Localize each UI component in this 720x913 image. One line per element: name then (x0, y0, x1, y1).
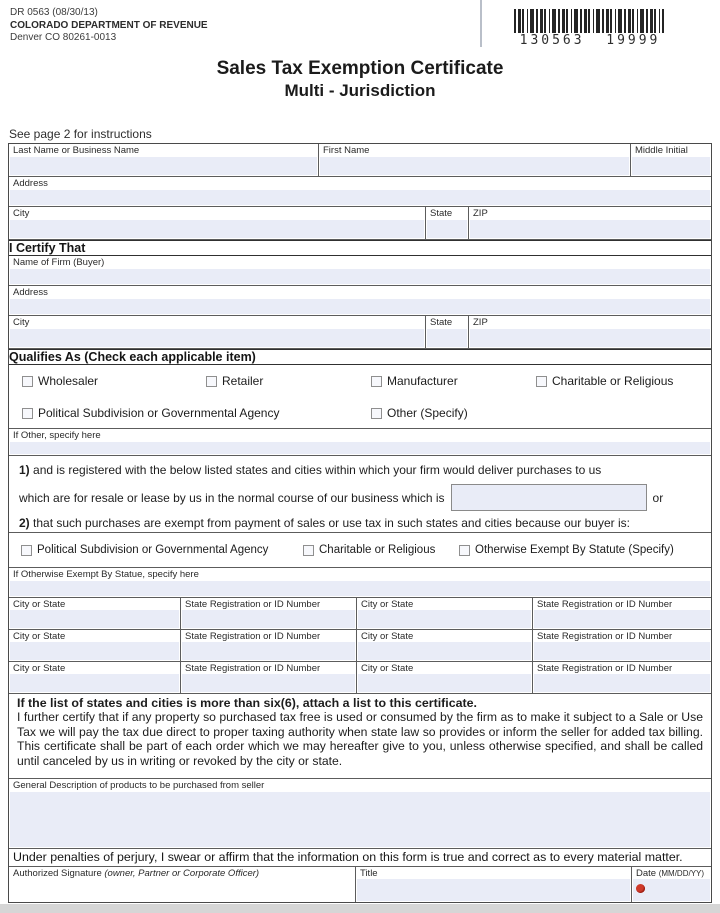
department-address: Denver CO 80261-0013 (10, 32, 117, 43)
registration-clauses (9, 456, 711, 533)
applicant-address-input[interactable] (10, 190, 710, 205)
middle-initial-field (631, 144, 711, 176)
form-title-line2: Multi - Jurisdiction (284, 81, 436, 100)
checkbox-item-political-subdivision[interactable] (22, 406, 279, 420)
authorized-signature-label: Authorized Signature (owner, Partner or Corporate Officer) (13, 868, 260, 879)
clause-1 (19, 463, 701, 477)
otherwise-specify-field (9, 568, 711, 597)
applicant-address-field (9, 177, 711, 206)
checkbox-item-manufacturer[interactable] (371, 374, 458, 388)
checkbox-item-charitable[interactable] (536, 374, 673, 388)
last-name-field (9, 144, 319, 176)
registration-number-input[interactable] (182, 674, 355, 692)
city-or-state-input[interactable] (10, 610, 179, 628)
applicant-name-row (9, 144, 711, 177)
exempt-political-checkbox[interactable] (21, 545, 32, 556)
first-name-input[interactable] (320, 157, 629, 175)
firm-city-label: City (13, 317, 30, 328)
registration-number-label: State Registration or ID Number (537, 663, 673, 674)
barcode-image (514, 9, 664, 33)
clause-2-suffix: or (652, 490, 664, 505)
applicant-zip-label: ZIP (473, 208, 488, 219)
applicant-address-label: Address (13, 178, 48, 189)
firm-zip-field (469, 316, 711, 348)
middle-initial-input[interactable] (632, 157, 710, 175)
agency-block (10, 7, 208, 45)
exempt-charitable-label: Charitable or Religious (319, 544, 436, 556)
firm-state-label: State (430, 317, 453, 328)
states-table-row (9, 598, 711, 630)
retailer-checkbox[interactable] (206, 376, 217, 387)
city-or-state-label: City or State (13, 631, 66, 642)
applicant-state-input[interactable] (427, 220, 467, 238)
applicant-state-field (426, 207, 469, 239)
political-subdivision-label: Political Subdivision or Governmental Agency (38, 406, 280, 420)
other-specify-row (9, 429, 711, 456)
city-or-state-field (357, 598, 533, 629)
applicant-city-label: City (13, 208, 30, 219)
firm-name-label: Name of Firm (Buyer) (13, 257, 105, 268)
city-or-state-label: City or State (361, 631, 414, 642)
city-or-state-input[interactable] (358, 674, 531, 692)
clause-2-text: which are for resale or lease by us in the normal course of our business which is (19, 490, 445, 505)
exempt-statute-checkbox[interactable] (459, 545, 470, 556)
business-type-input[interactable] (451, 484, 647, 511)
registration-number-label: State Registration or ID Number (185, 631, 321, 642)
registration-number-input[interactable] (534, 610, 710, 628)
checkbox-item-wholesaler[interactable] (22, 374, 98, 388)
exempt-charitable-checkbox[interactable] (303, 545, 314, 556)
signature-row (9, 867, 711, 902)
city-or-state-input[interactable] (10, 642, 179, 660)
firm-address-input[interactable] (10, 299, 710, 314)
registration-number-label: State Registration or ID Number (537, 599, 673, 610)
exempt-political-label: Political Subdivision or Governmental Agency (37, 544, 269, 556)
firm-name-field (9, 256, 711, 285)
date-label: Date (MM/DD/YY) (636, 868, 705, 879)
registration-number-input[interactable] (182, 642, 355, 660)
checkbox-item-exempt-charitable[interactable] (303, 544, 435, 556)
registration-number-field (181, 662, 357, 693)
registration-number-label: State Registration or ID Number (185, 663, 321, 674)
firm-city-input[interactable] (10, 329, 424, 347)
clause-3-text: that such purchases are exempt from payment of sales or use tax in such states and cities because our buyer is: (33, 516, 630, 530)
first-name-label: First Name (323, 145, 370, 156)
certify-section-header: I Certify That (9, 240, 711, 256)
wholesaler-checkbox[interactable] (22, 376, 33, 387)
other-label: Other (Specify) (387, 406, 468, 420)
applicant-city-input[interactable] (10, 220, 424, 238)
firm-name-row (9, 256, 711, 286)
clause-1-number: 1) (19, 463, 30, 477)
instructions-note: See page 2 for instructions (9, 127, 152, 141)
applicant-city-row (9, 207, 711, 240)
required-field-icon (636, 884, 645, 893)
signature-note: (owner, Partner or Corporate Officer) (104, 868, 260, 879)
general-description-input[interactable] (10, 792, 710, 847)
city-or-state-field (9, 598, 181, 629)
firm-name-input[interactable] (10, 269, 710, 284)
applicant-state-label: State (430, 208, 453, 219)
registration-number-label: State Registration or ID Number (537, 631, 673, 642)
firm-city-row (9, 316, 711, 349)
firm-address-field (9, 286, 711, 315)
clause-1-text: and is registered with the below listed states and cities within which your firm would deliver purchases to us (33, 463, 602, 477)
registration-number-field (533, 662, 711, 693)
authorized-signature-input[interactable] (10, 880, 354, 901)
clause-3-number: 2) (19, 516, 30, 530)
perjury-statement: Under penalties of perjury, I swear or affirm that the information on this form is true and correct as to every material matter. (9, 849, 711, 867)
applicant-address-row (9, 177, 711, 207)
firm-address-label: Address (13, 287, 48, 298)
registration-number-input[interactable] (182, 610, 355, 628)
city-or-state-input[interactable] (10, 674, 179, 692)
otherwise-specify-row (9, 568, 711, 598)
first-name-field (319, 144, 631, 176)
city-or-state-input[interactable] (358, 610, 531, 628)
firm-state-field (426, 316, 469, 348)
city-or-state-label: City or State (361, 599, 414, 610)
authorized-signature-field (9, 867, 356, 902)
other-specify-field (9, 429, 711, 455)
checkbox-item-exempt-political[interactable] (21, 544, 268, 556)
department-name: COLORADO DEPARTMENT OF REVENUE (10, 19, 208, 31)
city-or-state-field (9, 662, 181, 693)
exempt-statute-label: Otherwise Exempt By Statute (Specify) (475, 544, 674, 556)
form-title (0, 57, 720, 102)
political-subdivision-checkbox[interactable] (22, 408, 33, 419)
other-specify-input[interactable] (10, 442, 710, 454)
manufacturer-label: Manufacturer (387, 374, 458, 388)
charitable-checkbox[interactable] (536, 376, 547, 387)
clause-3 (19, 516, 701, 530)
date-field (632, 867, 711, 902)
states-table-row (9, 662, 711, 694)
date-format-note: (MM/DD/YY) (658, 869, 705, 878)
other-checkbox[interactable] (371, 408, 382, 419)
checkbox-item-exempt-statute[interactable] (459, 544, 674, 556)
form-title-line1: Sales Tax Exemption Certificate (216, 58, 504, 79)
charitable-label: Charitable or Religious (552, 374, 674, 388)
checkbox-item-other[interactable] (371, 406, 468, 420)
registration-number-field (533, 630, 711, 661)
declaration-paragraph (9, 694, 711, 779)
firm-state-input[interactable] (427, 329, 467, 347)
title-input[interactable] (357, 879, 630, 901)
clause-2-line (19, 484, 701, 511)
applicant-zip-field (469, 207, 711, 239)
header-divider (480, 0, 482, 47)
registration-number-input[interactable] (534, 642, 710, 660)
city-or-state-field (9, 630, 181, 661)
retailer-label: Retailer (222, 374, 264, 388)
otherwise-specify-label: If Otherwise Exempt By Statue, specify here (13, 569, 199, 580)
registration-number-input[interactable] (534, 674, 710, 692)
barcode-number: 130563 19999 (519, 33, 661, 48)
applicant-city-field (9, 207, 426, 239)
form-body (8, 143, 712, 903)
states-table-row (9, 630, 711, 662)
page-bottom-margin (0, 904, 720, 913)
form-number: DR 0563 (08/30/13) (10, 7, 98, 18)
firm-zip-input[interactable] (470, 329, 710, 347)
general-description-label: General Description of products to be purchased from seller (13, 780, 265, 791)
further-certify-text: I further certify that if any property so purchased tax free is used or consumed by the firm as to make it subject to a Sale or Use Tax we will pay the tax due direct to proper taxing authority when state law so provides or inform the seller for added tax billing. This certificate shall be part of each order which we may hereafter give to you, unless otherwise specified, and shall be called until canceled by us in writing or revoked by the city or state. (17, 710, 703, 768)
city-or-state-label: City or State (13, 663, 66, 674)
qualifies-checkbox-group (9, 365, 711, 429)
firm-zip-label: ZIP (473, 317, 488, 328)
qualifies-section-header: Qualifies As (Check each applicable item) (9, 349, 711, 365)
wholesaler-label: Wholesaler (38, 374, 99, 388)
otherwise-specify-input[interactable] (10, 581, 710, 596)
city-or-state-field (357, 662, 533, 693)
middle-initial-label: Middle Initial (635, 145, 688, 156)
registration-number-field (533, 598, 711, 629)
city-or-state-input[interactable] (358, 642, 531, 660)
attach-note: If the list of states and cities is more than six(6), attach a list to this certificate. (17, 696, 477, 710)
general-description-field (9, 779, 711, 848)
other-specify-label: If Other, specify here (13, 430, 101, 441)
manufacturer-checkbox[interactable] (371, 376, 382, 387)
city-or-state-label: City or State (361, 663, 414, 674)
city-or-state-label: City or State (13, 599, 66, 610)
firm-city-field (9, 316, 426, 348)
exempt-checkbox-group (9, 533, 711, 568)
last-name-label: Last Name or Business Name (13, 145, 140, 156)
registration-number-field (181, 630, 357, 661)
title-label: Title (360, 868, 378, 879)
last-name-input[interactable] (10, 157, 317, 175)
checkbox-item-retailer[interactable] (206, 374, 263, 388)
city-or-state-field (357, 630, 533, 661)
firm-address-row (9, 286, 711, 316)
applicant-zip-input[interactable] (470, 220, 710, 238)
general-description-row (9, 779, 711, 849)
registration-number-label: State Registration or ID Number (185, 599, 321, 610)
registration-number-field (181, 598, 357, 629)
title-field (356, 867, 632, 902)
